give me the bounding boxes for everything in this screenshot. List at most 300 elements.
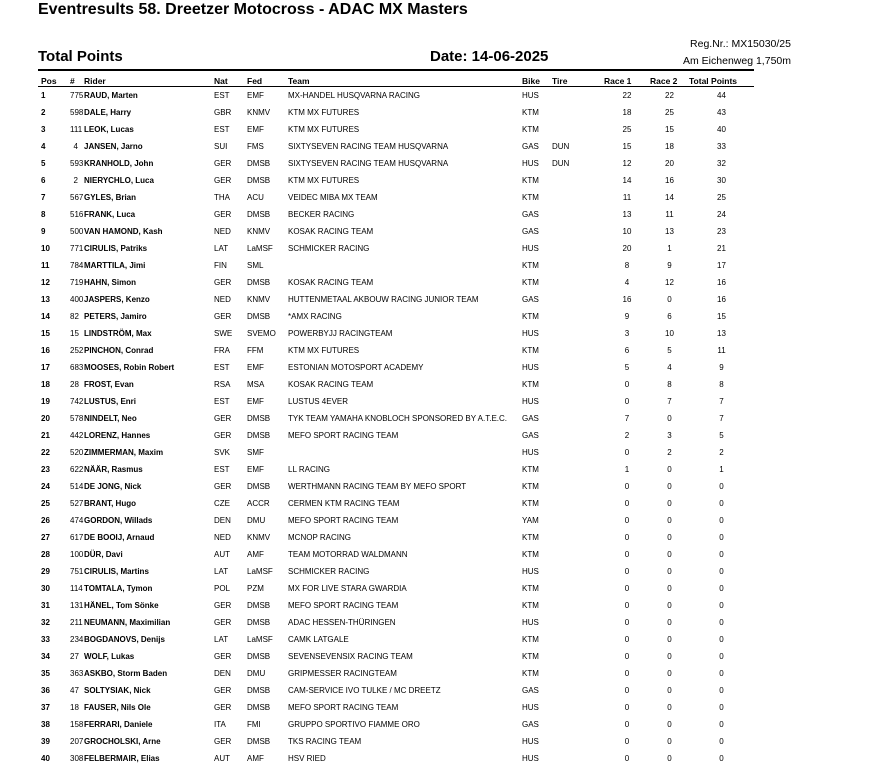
cell-start-number: 784 [70,261,84,270]
cell-race1: 0 [624,482,630,491]
cell-nationality: LAT [214,567,229,576]
cell-position: 39 [41,737,50,746]
cell-race2: 16 [665,176,674,185]
cell-tire [552,121,604,138]
cell-total-points: 0 [719,550,724,559]
cell-total-points: 32 [717,159,726,168]
cell-race1: 5 [624,363,630,372]
cell-total-points: 44 [717,91,726,100]
table-row [38,461,754,478]
cell-start-number: 617 [70,533,84,542]
cell-total-points: 5 [719,431,724,440]
cell-team: CAMK LATGALE [288,635,349,644]
cell-bike: KTM [522,278,539,287]
cell-race2: 0 [667,737,672,746]
cell-race2: 22 [665,91,674,100]
cell-tire [552,682,604,699]
cell-total-points: 0 [719,516,724,525]
cell-tire [552,750,604,767]
cell-tire [552,308,604,325]
cell-start-number: 567 [70,193,84,202]
cell-tire [552,427,604,444]
cell-team: KOSAK RACING TEAM [288,380,374,389]
cell-race1: 0 [624,448,630,457]
cell-start-number: 131 [70,601,84,610]
col-header-bike: Bike [522,75,540,86]
cell-total-points: 15 [717,312,726,321]
cell-race2: 0 [667,414,672,423]
table-row [38,87,754,104]
cell-federation: EMF [247,363,264,372]
table-row [38,580,754,597]
cell-federation: LaMSF [247,567,273,576]
col-header-race1: Race 1 [604,75,632,86]
cell-race1: 0 [624,567,630,576]
cell-start-number: 775 [70,91,84,100]
cell-tire [552,631,604,648]
column-header-row [38,74,754,87]
col-header-nat: Nat [214,75,228,86]
table-row [38,359,754,376]
cell-nationality: NED [214,533,231,542]
cell-tire [552,410,604,427]
cell-race1: 10 [622,227,632,236]
cell-rider: FAUSER, Nils Ole [84,703,151,712]
cell-federation: MSA [247,380,265,389]
cell-rider: FERRARI, Daniele [84,720,153,729]
cell-position: 25 [41,499,50,508]
table-row [38,308,754,325]
cell-nationality: AUT [214,754,230,763]
cell-race1: 0 [624,380,630,389]
table-row [38,342,754,359]
cell-race2: 0 [667,482,672,491]
cell-race2: 9 [667,261,672,270]
cell-nationality: GER [214,176,232,185]
table-row [38,546,754,563]
cell-position: 31 [41,601,50,610]
cell-total-points: 40 [717,125,726,134]
cell-race2: 2 [667,448,672,457]
cell-tire [552,461,604,478]
cell-nationality: THA [214,193,230,202]
cell-nationality: AUT [214,550,230,559]
cell-nationality: NED [214,227,231,236]
cell-bike: KTM [522,601,539,610]
cell-rider: LORENZ, Hannes [84,431,151,440]
cell-nationality: ITA [214,720,226,729]
col-header-race2: Race 2 [650,75,678,86]
cell-rider: DALE, Harry [84,108,132,117]
col-header-rider: Rider [84,75,106,86]
cell-nationality: EST [214,125,230,134]
cell-total-points: 30 [717,176,726,185]
cell-federation: DMSB [247,703,271,712]
cell-federation: SMF [247,448,264,457]
cell-start-number: 2 [73,176,78,185]
cell-race1: 3 [624,329,630,338]
cell-total-points: 11 [717,346,726,355]
cell-race2: 15 [665,125,674,134]
cell-start-number: 18 [70,703,79,712]
cell-position: 8 [41,210,46,219]
cell-nationality: GER [214,278,232,287]
cell-position: 22 [41,448,50,457]
cell-nationality: NED [214,295,231,304]
cell-total-points: 2 [719,448,724,457]
cell-race2: 13 [665,227,674,236]
cell-nationality: POL [214,584,231,593]
cell-nationality: GER [214,737,232,746]
table-row [38,699,754,716]
cell-start-number: 742 [70,397,84,406]
cell-federation: LaMSF [247,244,273,253]
cell-team: KTM MX FUTURES [288,108,360,117]
cell-team: TYK TEAM YAMAHA KNOBLOCH SPONSORED BY A.T.E.C. [288,414,508,423]
cell-race2: 14 [665,193,674,202]
cell-start-number: 4 [73,142,78,151]
cell-position: 3 [41,125,46,134]
cell-bike: HUS [522,329,539,338]
cell-federation: DMSB [247,414,271,423]
cell-tire [552,716,604,733]
cell-race2: 7 [667,397,672,406]
cell-total-points: 7 [719,397,724,406]
cell-race1: 0 [624,669,630,678]
cell-rider: WOLF, Lukas [84,652,135,661]
table-row [38,716,754,733]
cell-nationality: LAT [214,635,229,644]
cell-federation: DMSB [247,686,271,695]
cell-position: 4 [41,142,46,151]
cell-race2: 0 [667,516,672,525]
cell-tire [552,546,604,563]
cell-nationality: GER [214,652,232,661]
cell-nationality: SVK [214,448,231,457]
cell-position: 32 [41,618,50,627]
cell-start-number: 47 [70,686,79,695]
cell-start-number: 527 [70,499,84,508]
cell-race2: 0 [667,567,672,576]
cell-nationality: GER [214,618,232,627]
cell-federation: DMSB [247,159,271,168]
cell-bike: GAS [522,686,539,695]
cell-federation: SML [247,261,264,270]
cell-nationality: DEN [214,669,231,678]
cell-rider: FRANK, Luca [84,210,136,219]
cell-start-number: 207 [70,737,84,746]
cell-bike: HUS [522,244,539,253]
cell-position: 26 [41,516,50,525]
cell-nationality: GER [214,703,232,712]
cell-team: ADAC HESSEN-THÜRINGEN [288,618,396,627]
cell-rider: CIRULIS, Patriks [84,244,148,253]
cell-team [288,257,522,274]
cell-federation: DMSB [247,618,271,627]
cell-race2: 4 [667,363,672,372]
registration-number: Reg.Nr.: MX15030/25 [690,38,791,50]
cell-race1: 0 [624,533,630,542]
cell-position: 14 [41,312,50,321]
cell-total-points: 21 [717,244,726,253]
cell-team: WERTHMANN RACING TEAM BY MEFO SPORT [288,482,467,491]
cell-total-points: 0 [719,618,724,627]
cell-total-points: 25 [717,193,726,202]
cell-bike: HUS [522,567,539,576]
table-row [38,325,754,342]
cell-rider: NÄÄR, Rasmus [84,465,143,474]
cell-tire [552,733,604,750]
cell-nationality: FIN [214,261,227,270]
cell-team: KTM MX FUTURES [288,125,360,134]
cell-race2: 0 [667,618,672,627]
col-header-number: # [70,75,75,86]
table-row [38,155,754,172]
cell-tire [552,512,604,529]
cell-race1: 4 [624,278,630,287]
cell-position: 20 [41,414,50,423]
cell-tire [552,172,604,189]
cell-nationality: GER [214,601,232,610]
cell-total-points: 0 [719,669,724,678]
cell-federation: KNMV [247,227,271,236]
cell-race1: 0 [624,499,630,508]
cell-total-points: 1 [719,465,724,474]
cell-tire [552,104,604,121]
cell-team: MX FOR LIVE STARA GWARDIA [288,584,407,593]
cell-federation: DMSB [247,312,271,321]
cell-bike: YAM [522,516,539,525]
cell-rider: PETERS, Jamiro [84,312,147,321]
table-row [38,648,754,665]
cell-federation: DMSB [247,176,271,185]
cell-tire: DUN [552,159,570,168]
cell-federation: KNMV [247,108,271,117]
cell-position: 16 [41,346,50,355]
cell-race2: 0 [667,669,672,678]
cell-race1: 2 [624,431,630,440]
cell-position: 13 [41,295,50,304]
cell-team: LL RACING [288,465,330,474]
cell-position: 35 [41,669,50,678]
cell-race2: 0 [667,754,672,763]
cell-bike: KTM [522,261,539,270]
cell-race2: 0 [667,686,672,695]
cell-rider: SOLTYSIAK, Nick [84,686,151,695]
cell-federation: DMSB [247,737,271,746]
cell-rider: LEOK, Lucas [84,125,134,134]
cell-federation: DMU [247,669,266,678]
cell-rider: VAN HAMOND, Kash [84,227,163,236]
cell-race2: 0 [667,635,672,644]
col-header-fed: Fed [247,75,263,86]
cell-team: SIXTYSEVEN RACING TEAM HUSQVARNA [288,142,449,151]
cell-total-points: 0 [719,533,724,542]
cell-bike: HUS [522,618,539,627]
cell-tire [552,563,604,580]
cell-team: *AMX RACING [288,312,342,321]
cell-nationality: GER [214,686,232,695]
cell-race2: 5 [667,346,672,355]
cell-team: MEFO SPORT RACING TEAM [288,601,399,610]
cell-rider: MARTTILA, Jimi [84,261,146,270]
cell-federation: FMS [247,142,264,151]
cell-tire [552,240,604,257]
cell-nationality: GBR [214,108,232,117]
cell-federation: KNMV [247,295,271,304]
cell-race2: 18 [665,142,674,151]
cell-federation: PZM [247,584,264,593]
cell-rider: ASKBO, Storm Baden [84,669,168,678]
cell-start-number: 100 [70,550,84,559]
cell-tire [552,665,604,682]
cell-race1: 14 [622,176,632,185]
cell-race1: 0 [624,652,630,661]
cell-race2: 0 [667,720,672,729]
cell-position: 11 [41,261,50,270]
cell-bike: KTM [522,176,539,185]
cell-tire [552,189,604,206]
header-rule [38,69,754,71]
cell-start-number: 683 [70,363,84,372]
cell-federation: FMI [247,720,261,729]
cell-race1: 1 [624,465,630,474]
cell-bike: HUS [522,363,539,372]
cell-race2: 0 [667,499,672,508]
cell-team: MEFO SPORT RACING TEAM [288,516,399,525]
table-row [38,121,754,138]
cell-tire [552,444,604,461]
cell-position: 2 [41,108,46,117]
cell-total-points: 0 [719,720,724,729]
cell-team: VEIDEC MIBA MX TEAM [288,193,378,202]
cell-race1: 16 [622,295,632,304]
cell-race1: 0 [624,703,630,712]
cell-team: SCHMICKER RACING [288,567,370,576]
cell-position: 6 [41,176,46,185]
cell-rider: BRANT, Hugo [84,499,136,508]
cell-race1: 0 [624,635,630,644]
table-row [38,614,754,631]
cell-position: 36 [41,686,50,695]
cell-race2: 0 [667,465,672,474]
cell-total-points: 0 [719,482,724,491]
cell-start-number: 593 [70,159,84,168]
table-row [38,682,754,699]
cell-race1: 18 [622,108,632,117]
cell-tire [552,87,604,104]
table-row [38,393,754,410]
table-row [38,104,754,121]
cell-start-number: 252 [70,346,84,355]
cell-tire [552,359,604,376]
cell-federation: ACCR [247,499,270,508]
cell-bike: GAS [522,414,539,423]
cell-rider: NINDELT, Neo [84,414,137,423]
cell-team: SCHMICKER RACING [288,244,370,253]
cell-race1: 11 [622,193,632,202]
cell-rider: MOOSES, Robin Robert [84,363,175,372]
cell-federation: EMF [247,397,264,406]
cell-race2: 0 [667,652,672,661]
cell-nationality: CZE [214,499,230,508]
cell-start-number: 27 [70,652,79,661]
cell-total-points: 0 [719,737,724,746]
col-header-tire: Tire [552,75,568,86]
cell-race1: 8 [624,261,630,270]
table-row [38,495,754,512]
cell-position: 21 [41,431,50,440]
table-row [38,563,754,580]
cell-team: KTM MX FUTURES [288,346,360,355]
cell-total-points: 13 [717,329,726,338]
cell-team: KOSAK RACING TEAM [288,278,374,287]
results-table [38,74,754,767]
cell-race2: 3 [667,431,672,440]
cell-total-points: 0 [719,652,724,661]
cell-nationality: SWE [214,329,233,338]
table-row [38,189,754,206]
cell-nationality: GER [214,414,232,423]
cell-race2: 0 [667,295,672,304]
event-title: Eventresults 58. Dreetzer Motocross - ADAC MX Masters [38,1,468,18]
cell-race1: 0 [624,601,630,610]
cell-nationality: GER [214,431,232,440]
cell-federation: KNMV [247,533,271,542]
cell-team: CERMEN KTM RACING TEAM [288,499,400,508]
cell-race1: 20 [622,244,632,253]
cell-total-points: 8 [719,380,724,389]
section-title: Total Points [38,48,123,65]
cell-race2: 0 [667,533,672,542]
cell-rider: KRANHOLD, John [84,159,154,168]
cell-total-points: 24 [717,210,726,219]
cell-bike: HUS [522,754,539,763]
cell-bike: GAS [522,227,539,236]
cell-bike: HUS [522,159,539,168]
cell-rider: LINDSTRÖM, Max [84,329,152,338]
cell-bike: KTM [522,499,539,508]
cell-start-number: 211 [70,618,83,627]
cell-tire [552,291,604,308]
cell-bike: KTM [522,550,539,559]
cell-bike: HUS [522,703,539,712]
cell-race1: 0 [624,550,630,559]
cell-team: HUTTENMETAAL AKBOUW RACING JUNIOR TEAM [288,295,479,304]
cell-total-points: 0 [719,635,724,644]
cell-rider: GROCHOLSKI, Arne [84,737,161,746]
cell-position: 28 [41,550,50,559]
cell-federation: ACU [247,193,264,202]
cell-federation: AMF [247,550,264,559]
cell-race2: 0 [667,601,672,610]
cell-team: HSV RIED [288,754,326,763]
cell-rider: ZIMMERMAN, Maxim [84,448,164,457]
cell-nationality: EST [214,397,230,406]
cell-bike: KTM [522,652,539,661]
cell-race2: 0 [667,550,672,559]
cell-bike: KTM [522,346,539,355]
cell-start-number: 28 [70,380,79,389]
cell-rider: JASPERS, Kenzo [84,295,150,304]
cell-start-number: 158 [70,720,84,729]
cell-start-number: 500 [70,227,84,236]
cell-bike: GAS [522,295,539,304]
cell-federation: DMSB [247,431,271,440]
cell-rider: TOMTALA, Tymon [84,584,153,593]
cell-federation: EMF [247,91,264,100]
cell-race2: 0 [667,703,672,712]
